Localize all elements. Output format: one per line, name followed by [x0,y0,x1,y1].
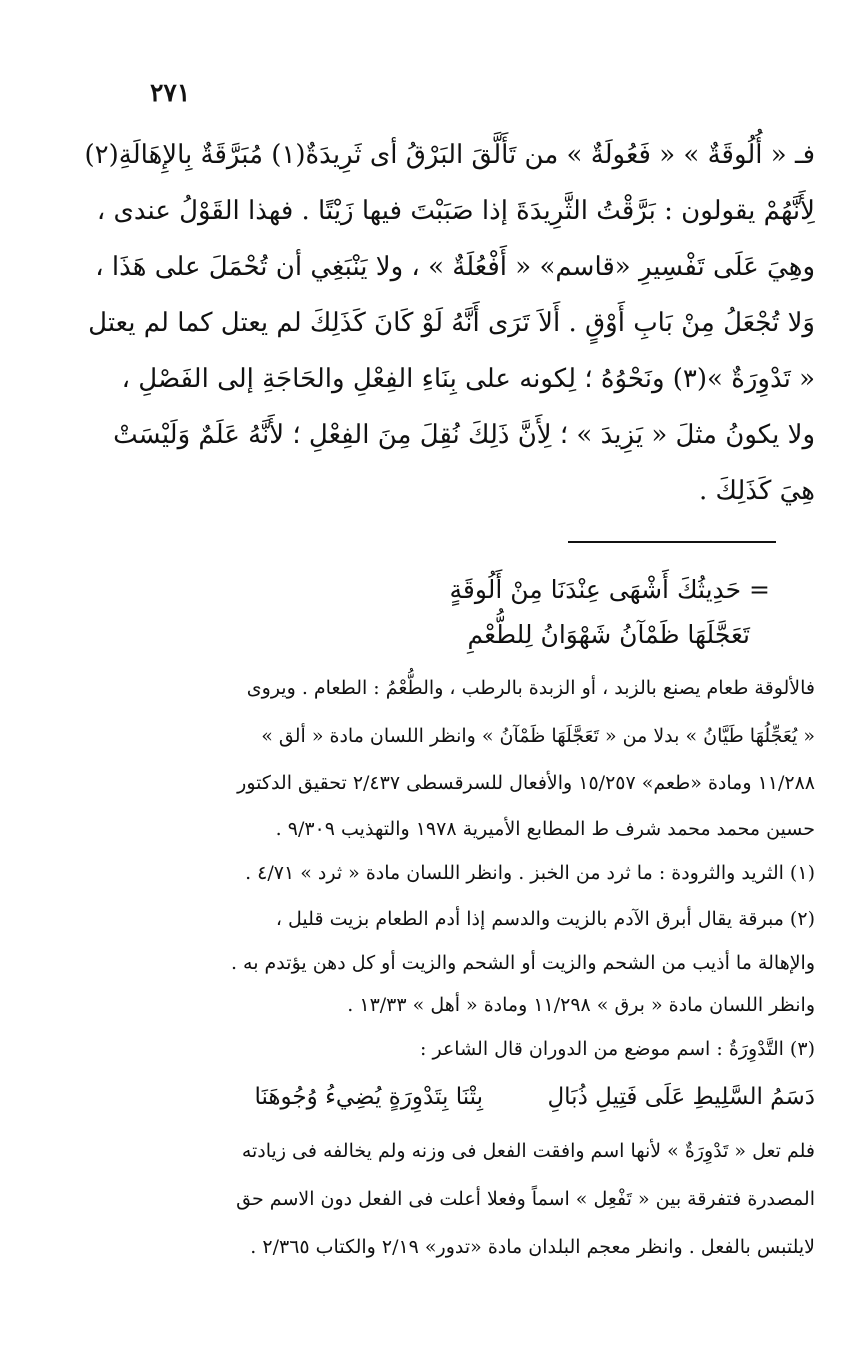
footnote-continuation-line-3: ١١/٢٨٨ ومادة «طعم» ١٥/٢٥٧ والأفعال للسرقسطى ٢/٤٣٧ تحقيق الدكتور [237,772,815,794]
footnote-2-line-2: والإهالة ما أذيب من الشحم والزيت أو الشحم والزيت أو كل دهن يؤتدم به . [230,952,815,974]
footnote-3-line-1: فلم تعل « تَدْوِرَةٌ » لأنها اسم وافقت الفعل فى وزنه ولم يخالفه فى زيادته [241,1140,815,1162]
body-line-2: لِأَنَّهُمْ يقولون : بَرَّقْتُ الثَّرِيدَةَ إذا صَبَبْتَ فيها زَيْتًا . فهذا القَوْلُ عندى ، [96,196,815,226]
footnote-1: (١) الثريد والثرودة : ما ثرد من الخبز . وانظر اللسان مادة « ثرد » ٤/٧١ . [245,862,815,884]
footnote-2-line-1: (٢) مبرقة يقال أبرق الآدم بالزيت والدسم إذا أدم الطعام بزيت قليل ، [275,908,815,930]
footnote-continuation-line-4: حسين محمد محمد شرف ط المطابع الأميرية ١٩٧٨ والتهذيب ٩/٣٠٩ . [275,818,815,840]
footnote-3-verse-left: دَسَمُ السَّلِيطِ عَلَى فَتِيلِ ذُبَالِ [547,1084,815,1110]
body-line-3: وهِيَ عَلَى تَفْسِيرِ «قاسم» « أَفْعُلَةٌ » ، ولا يَنْبَغِي أن تُحْمَلَ على هَذَا ، [95,252,815,282]
footnote-verse-line-1: = حَدِيثُكَ أَشْهَى عِنْدَنَا مِنْ أَلُوقَةٍ [449,575,770,604]
footnote-3-intro: (٣) التَّدْوِرَةُ : اسم موضع من الدوران قال الشاعر : [420,1038,815,1060]
footnote-verse-line-2: تَعَجَّلَهَا ظَمْآنُ شَهْوَانُ لِلطُّعْمِ [467,620,750,649]
footnote-separator [568,541,776,543]
footnote-2-line-3: وانظر اللسان مادة « برق » ١١/٢٩٨ ومادة « أهل » ١٣/٣٣ . [347,994,815,1016]
page-number: ٢٧١ [150,78,191,107]
body-line-5: « تَدْوِرَةٌ »(٣) ونَحْوُهُ ؛ لِكونه على بِنَاءِ الفِعْلِ والحَاجَةِ إلى الفَصْلِ ، [121,364,815,394]
footnote-continuation-line-2: « يُعَجِّلُهَا طَيَّانُ » بدلا من « تَعَجَّلَهَا ظَمْآنُ » وانظر اللسان مادة « ألق » [261,725,815,747]
footnote-continuation-line-1: فالألوقة طعام يصنع بالزبد ، أو الزبدة بالرطب ، والطُّعْمُ : الطعام . ويروى [246,677,815,699]
body-line-6: ولا يكونُ مثلَ « يَزِيدَ » ؛ لِأَنَّ ذَلِكَ نُقِلَ مِنَ الفِعْلِ ؛ لأَنَّهُ عَلَمٌ وَلَيْسَتْ [113,420,815,450]
body-line-1: فـ « أُلُوقَةٌ » « فَعُولَةٌ » من تَأَلَّقَ البَرْقُ أى ثَرِيدَةٌ(١) مُبَرَّقَةٌ بِالإِهَالَةِ(٢) [84,140,815,170]
body-line-4: وَلا تُجْعَلُ مِنْ بَابِ أَوْقٍ . أَلاَ تَرَى أَنَّهُ لَوْ كَانَ كَذَلِكَ لم يعتل كما لم يعتل [88,308,815,338]
footnote-3-line-3: لايلتبس بالفعل . وانظر معجم البلدان مادة «تدور» ٢/١٩ والكتاب ٢/٣٦٥ . [250,1236,815,1258]
body-line-7: هِيَ كَذَلِكَ . [698,476,815,506]
footnote-3-verse-right: بِتْنَا بِتَدْوِرَةٍ يُضِيءُ وُجُوهَنَا [254,1084,483,1110]
footnote-3-line-2: المصدرة فتفرقة بين « تَفْعِل » اسماً وفعلا أعلت فى الفعل دون الاسم حق [236,1188,815,1210]
